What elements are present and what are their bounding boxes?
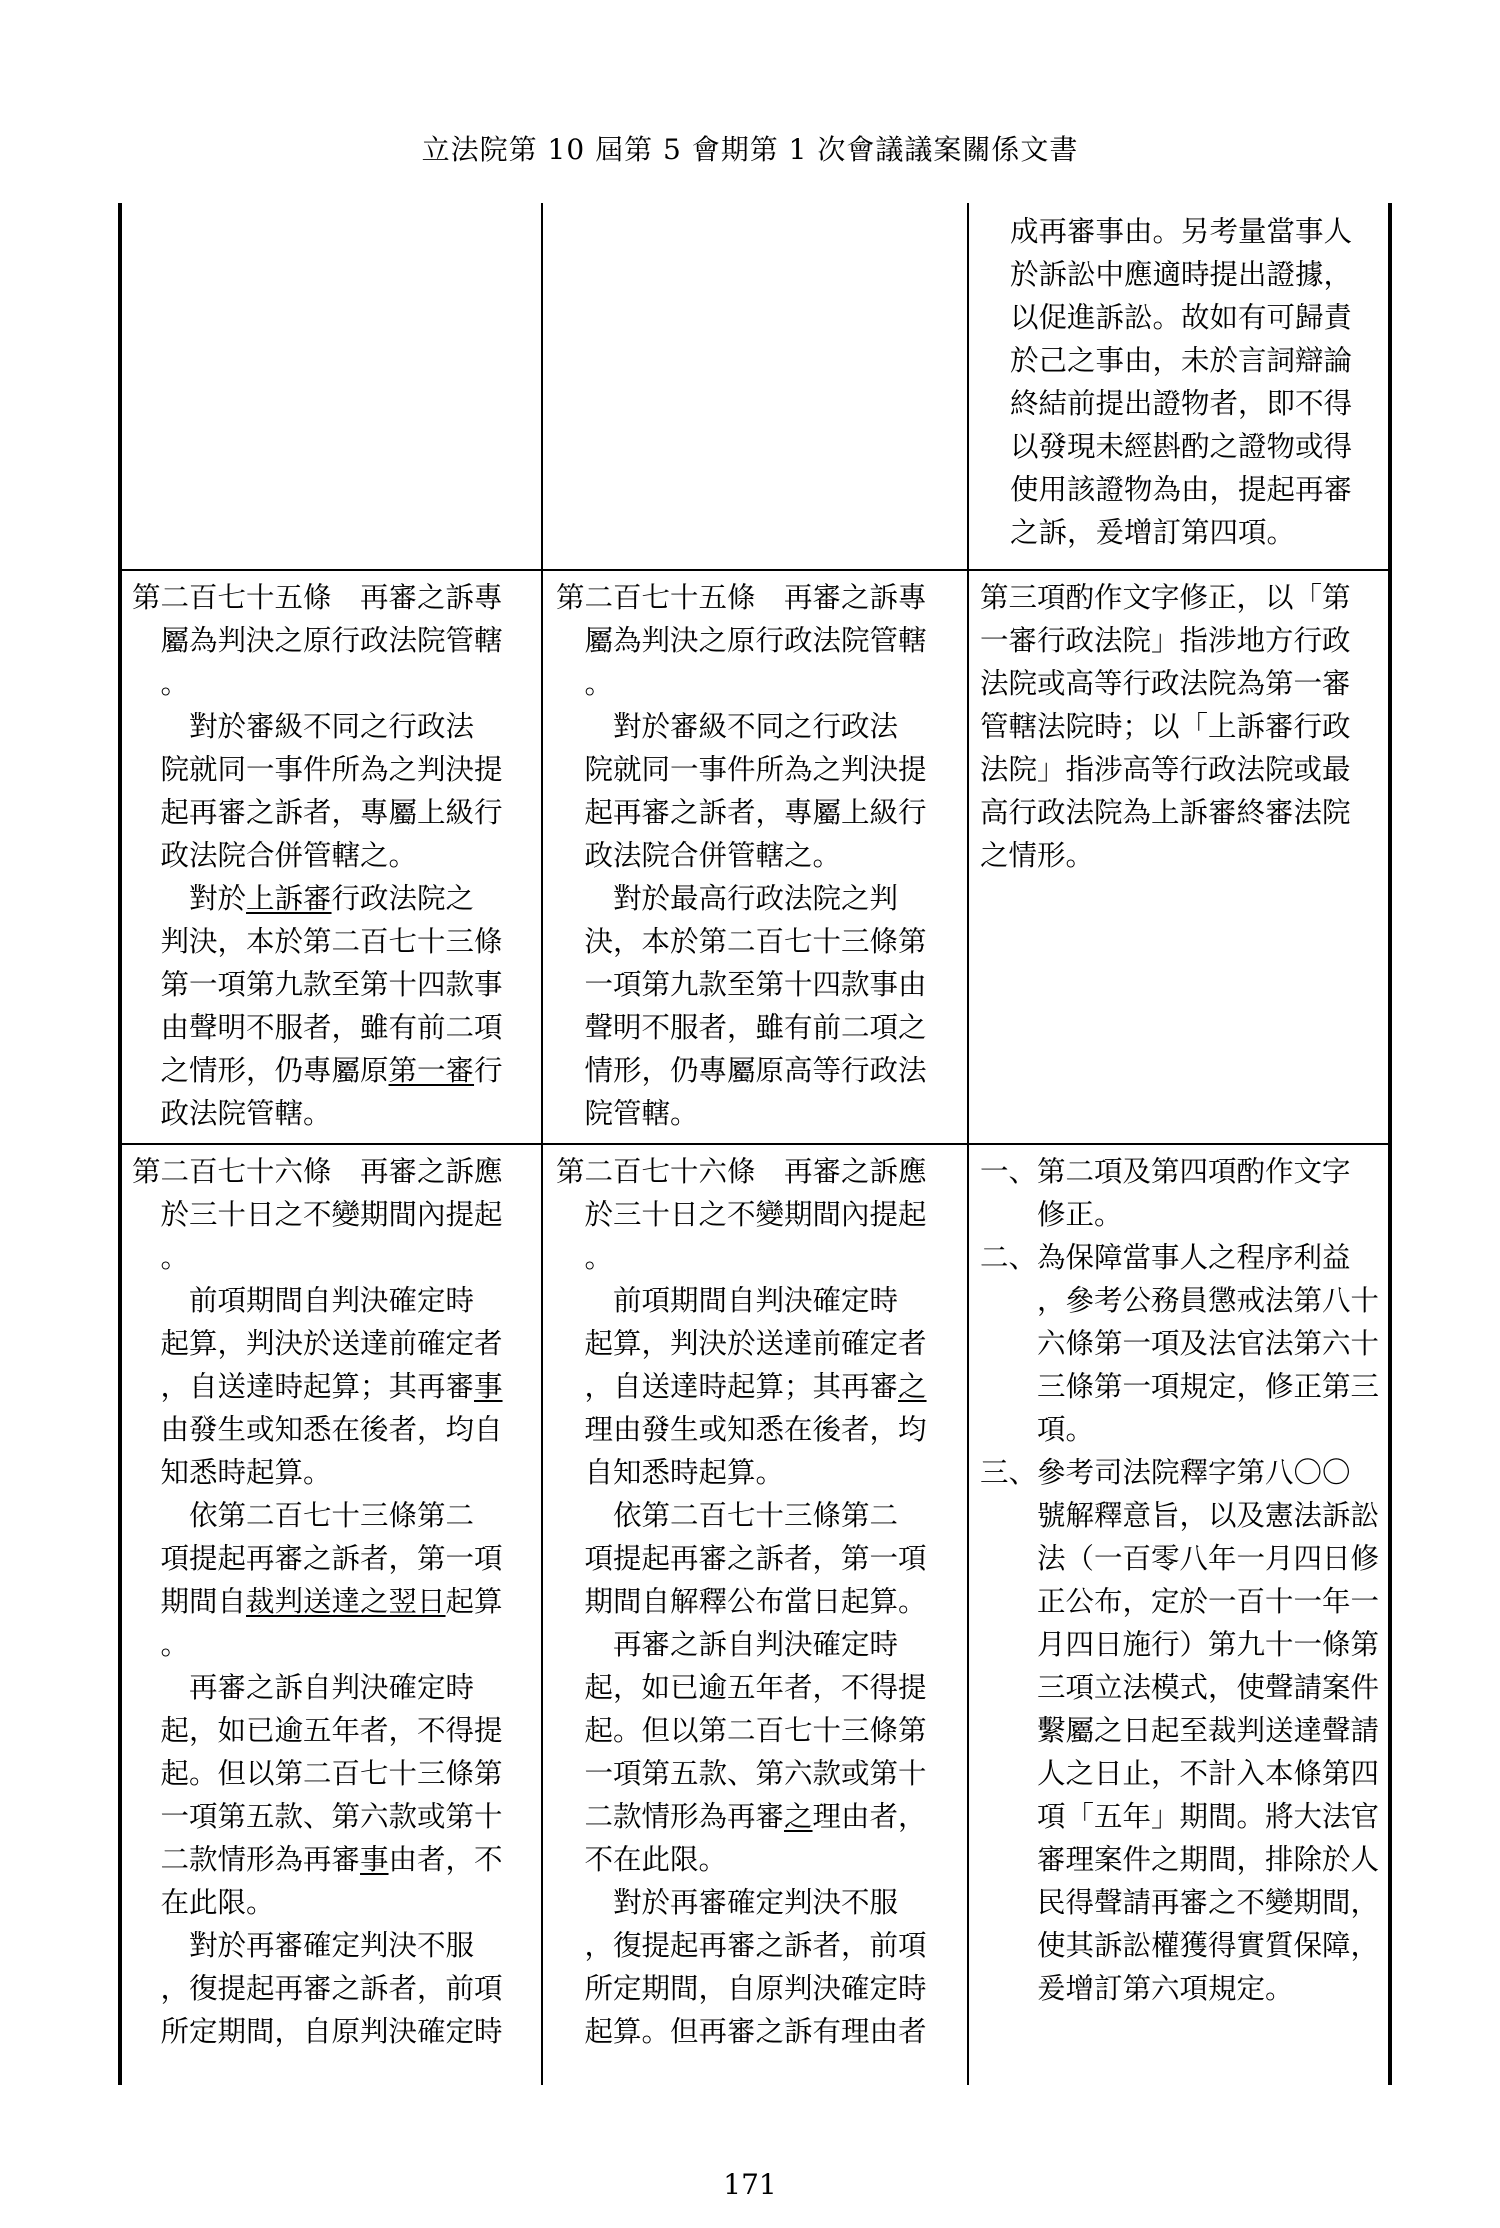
cell-line: 起再審之訴者，專屬上級行: [132, 796, 503, 829]
comparison-table: [118, 203, 1392, 2085]
cell-line: 民得聲請再審之不變期間，: [980, 1886, 1380, 1919]
page-header: 立法院第 10 屆第 5 會期第 1 次會議議案關係文書: [421, 133, 1079, 166]
cell-line: 由聲明不服者，雖有前二項: [132, 1011, 503, 1044]
cell-line: 第二百七十六條 再審之訴應: [132, 1155, 503, 1188]
cell-line: 一項第九款至第十四款事由: [556, 968, 927, 1001]
cell-line: 知悉時起算。: [132, 1456, 332, 1489]
cell-line: 之情形。: [980, 839, 1095, 872]
cell-line: 依第二百七十三條第二: [556, 1499, 899, 1532]
cell-line: 所定期間，自原判決確定時: [556, 1972, 927, 2005]
cell-line: 對於審級不同之行政法: [556, 710, 899, 743]
cell-line: 。: [132, 667, 190, 700]
cell-line: 二款情形為再審之理由者，: [556, 1800, 927, 1833]
cell-line: 再審之訴自判決確定時: [556, 1628, 899, 1661]
row0-col3-cell: [1010, 210, 1380, 554]
cell-line: 。: [132, 1628, 190, 1661]
cell-line: 使其訴訟權獲得實質保障，: [980, 1929, 1380, 1962]
cell-line: 項提起再審之訴者，第一項: [556, 1542, 927, 1575]
cell-line: 對於再審確定判決不服: [132, 1929, 475, 1962]
cell-line: 管轄法院時；以「上訴審行政: [980, 710, 1351, 743]
cell-line: 號解釋意旨，以及憲法訴訟: [980, 1499, 1380, 1532]
cell-line: 人之日止，不計入本條第四: [980, 1757, 1380, 1790]
cell-line: 。: [556, 667, 614, 700]
cell-line: 前項期間自判決確定時: [132, 1284, 475, 1317]
cell-line: 屬為判決之原行政法院管轄: [132, 624, 503, 657]
cell-line: 第三項酌作文字修正，以「第: [980, 581, 1351, 614]
cell-line: 起算，判決於送達前確定者: [556, 1327, 927, 1360]
cell-line: ，復提起再審之訴者，前項: [556, 1929, 927, 1962]
cell-line: 所定期間，自原判決確定時: [132, 2015, 503, 2048]
cell-line: 一、第二項及第四項酌作文字: [980, 1155, 1351, 1188]
cell-line: 決，本於第二百七十三條第: [556, 925, 927, 958]
cell-line: 政法院管轄。: [132, 1097, 332, 1130]
cell-line: 聲明不服者，雖有前二項之: [556, 1011, 927, 1044]
cell-line: 終結前提出證物者，即不得: [1010, 387, 1353, 420]
cell-line: 正公布，定於一百十一年一: [980, 1585, 1380, 1618]
cell-line: 政法院合併管轄之。: [556, 839, 842, 872]
cell-line: 於訴訟中應適時提出證據，: [1010, 258, 1353, 291]
cell-line: 之情形，仍專屬原第一審行: [132, 1054, 503, 1087]
cell-line: 不在此限。: [556, 1843, 728, 1876]
cell-line: 以發現未經斟酌之證物或得: [1010, 430, 1353, 463]
cell-line: 起，如已逾五年者，不得提: [132, 1714, 503, 1747]
cell-line: 起。但以第二百七十三條第: [556, 1714, 927, 1747]
cell-line: ，復提起再審之訴者，前項: [132, 1972, 503, 2005]
cell-line: 項提起再審之訴者，第一項: [132, 1542, 503, 1575]
row1-col3-cell: [980, 576, 1380, 877]
cell-line: ，自送達時起算；其再審之: [556, 1370, 927, 1403]
cell-line: 項。: [980, 1413, 1095, 1446]
cell-line: 使用該證物為由，提起再審: [1010, 473, 1353, 506]
cell-line: 於三十日之不變期間內提起: [556, 1198, 927, 1231]
cell-line: ，自送達時起算；其再審事: [132, 1370, 503, 1403]
cell-line: 期間自裁判送達之翌日起算: [132, 1585, 503, 1618]
cell-line: 院就同一事件所為之判決提: [556, 753, 927, 786]
cell-line: 繫屬之日起至裁判送達聲請: [980, 1714, 1380, 1747]
cell-line: 第一項第九款至第十四款事: [132, 968, 503, 1001]
cell-line: 以促進訴訟。故如有可歸責: [1010, 301, 1353, 334]
cell-line: 對於再審確定判決不服: [556, 1886, 899, 1919]
cell-line: 高行政法院為上訴審終審法院: [980, 796, 1351, 829]
cell-line: 於三十日之不變期間內提起: [132, 1198, 503, 1231]
row1-col1-cell: [132, 576, 532, 1135]
cell-line: 再審之訴自判決確定時: [132, 1671, 475, 1704]
cell-line: 一項第五款、第六款或第十: [132, 1800, 503, 1833]
cell-line: 理由發生或知悉在後者，均: [556, 1413, 927, 1446]
cell-line: 第二百七十五條 再審之訴專: [556, 581, 927, 614]
cell-line: 在此限。: [132, 1886, 275, 1919]
cell-line: 自知悉時起算。: [556, 1456, 785, 1489]
cell-line: 一審行政法院」指涉地方行政: [980, 624, 1351, 657]
cell-line: 修正。: [980, 1198, 1123, 1231]
row1-col2-cell: [556, 576, 956, 1135]
cell-line: 起算，判決於送達前確定者: [132, 1327, 503, 1360]
cell-line: 情形，仍專屬原高等行政法: [556, 1054, 927, 1087]
cell-line: 。: [556, 1241, 614, 1274]
cell-line: 二、為保障當事人之程序利益: [980, 1241, 1351, 1274]
row2-col3-cell: [980, 1150, 1380, 2010]
cell-line: 法院或高等行政法院為第一審: [980, 667, 1351, 700]
cell-line: 項「五年」期間。將大法官: [980, 1800, 1380, 1833]
cell-line: 判決，本於第二百七十三條: [132, 925, 503, 958]
cell-line: 於己之事由，未於言詞辯論: [1010, 344, 1353, 377]
cell-line: 一項第五款、第六款或第十: [556, 1757, 927, 1790]
cell-line: 屬為判決之原行政法院管轄: [556, 624, 927, 657]
cell-line: 期間自解釋公布當日起算。: [556, 1585, 927, 1618]
cell-line: 二款情形為再審事由者，不: [132, 1843, 503, 1876]
row2-col2-cell: [556, 1150, 956, 2053]
cell-line: 院就同一事件所為之判決提: [132, 753, 503, 786]
cell-line: ，參考公務員懲戒法第八十: [980, 1284, 1380, 1317]
cell-line: 由發生或知悉在後者，均自: [132, 1413, 503, 1446]
row-divider-2: [118, 1143, 1392, 1145]
cell-line: 爰增訂第六項規定。: [980, 1972, 1294, 2005]
cell-line: 月四日施行）第九十一條第: [980, 1628, 1380, 1661]
cell-line: 審理案件之期間，排除於人: [980, 1843, 1380, 1876]
row2-col1-cell: [132, 1150, 532, 2053]
cell-line: 院管轄。: [556, 1097, 699, 1130]
cell-line: 起。但以第二百七十三條第: [132, 1757, 503, 1790]
cell-line: 對於審級不同之行政法: [132, 710, 475, 743]
cell-line: 。: [132, 1241, 190, 1274]
cell-line: 依第二百七十三條第二: [132, 1499, 475, 1532]
cell-line: 六條第一項及法官法第六十: [980, 1327, 1380, 1360]
cell-line: 起算。但再審之訴有理由者: [556, 2015, 927, 2048]
cell-line: 起，如已逾五年者，不得提: [556, 1671, 927, 1704]
cell-line: 政法院合併管轄之。: [132, 839, 418, 872]
page-number: 171: [723, 2168, 777, 2201]
cell-line: 之訴，爰增訂第四項。: [1010, 516, 1296, 549]
cell-line: 三條第一項規定，修正第三: [980, 1370, 1380, 1403]
cell-line: 三項立法模式，使聲請案件: [980, 1671, 1380, 1704]
row-divider-1: [118, 569, 1392, 571]
cell-line: 起再審之訴者，專屬上級行: [556, 796, 927, 829]
cell-line: 三、參考司法院釋字第八〇〇: [980, 1456, 1351, 1489]
cell-line: 法（一百零八年一月四日修: [980, 1542, 1380, 1575]
cell-line: 成再審事由。另考量當事人: [1010, 215, 1353, 248]
cell-line: 前項期間自判決確定時: [556, 1284, 899, 1317]
cell-line: 對於上訴審行政法院之: [132, 882, 475, 915]
cell-line: 第二百七十六條 再審之訴應: [556, 1155, 927, 1188]
cell-line: 對於最高行政法院之判: [556, 882, 899, 915]
cell-line: 法院」指涉高等行政法院或最: [980, 753, 1351, 786]
cell-line: 第二百七十五條 再審之訴專: [132, 581, 503, 614]
